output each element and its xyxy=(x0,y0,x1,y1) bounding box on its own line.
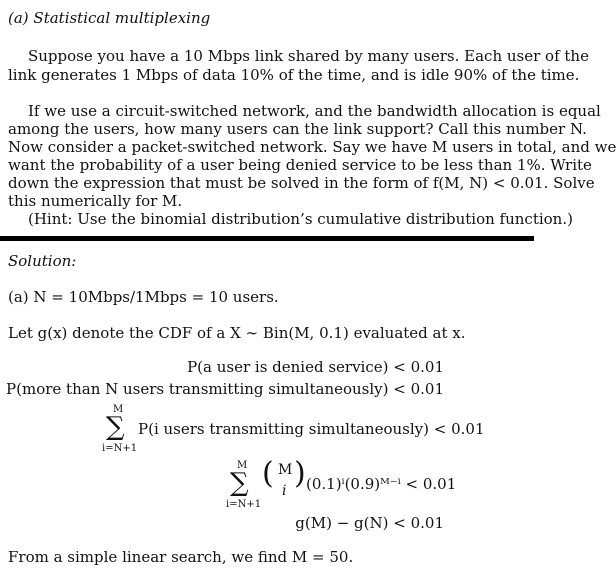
summation-symbol-1: ∑ xyxy=(106,412,125,442)
cdf-definition: Let g(x) denote the CDF of a X ∼ Bin(M, 0.1) evaluated at x. xyxy=(8,324,466,342)
sum-upper-limit-2: M xyxy=(237,460,248,471)
hint-text: (Hint: Use the binomial distribution’s cumulative distribution function.) xyxy=(28,210,573,228)
paragraph-2-line-3: Now consider a packet-switched network. Say we have M users in total, and we xyxy=(8,138,616,156)
paragraph-2-line-2: among the users, how many users can the link support? Call this number N. xyxy=(8,120,587,138)
equation-2: P(more than N users transmitting simultaneously) < 0.01 xyxy=(6,380,444,398)
sum-lower-limit-1: i=N+1 xyxy=(102,443,138,454)
equation-3: P(i users transmitting simultaneously) < 0.01 xyxy=(138,420,485,438)
paragraph-1-line-2: link generates 1 Mbps of data 10% of the time, and is idle 90% of the time. xyxy=(8,66,580,84)
sum-upper-limit-1: M xyxy=(113,404,124,415)
binomial-top: M xyxy=(278,462,293,478)
solution-label: Solution: xyxy=(8,252,77,270)
equation-4: (0.1)ⁱ(0.9)ᴹ⁻ⁱ < 0.01 xyxy=(306,475,457,493)
paragraph-1-line-1: Suppose you have a 10 Mbps link shared by many users. Each user of the xyxy=(28,47,589,65)
binomial-bottom: i xyxy=(282,483,287,499)
conclusion-text: From a simple linear search, we find M = 50. xyxy=(8,548,354,566)
section-divider xyxy=(0,236,534,241)
paragraph-2-line-5: down the expression that must be solved in the form of f(M, N) < 0.01. Solve xyxy=(8,174,595,192)
solution-part-a: (a) N = 10Mbps/1Mbps = 10 users. xyxy=(8,288,279,306)
summation-symbol-2: ∑ xyxy=(230,468,249,498)
paragraph-2-line-1: If we use a circuit-switched network, and the bandwidth allocation is equal xyxy=(28,102,601,120)
sum-lower-limit-2: i=N+1 xyxy=(226,499,262,510)
equation-5: g(M) − g(N) < 0.01 xyxy=(295,514,444,532)
paragraph-2-line-6: this numerically for M. xyxy=(8,192,183,210)
binomial-left-paren: ( xyxy=(262,456,274,491)
problem-heading: (a) Statistical multiplexing xyxy=(8,9,211,27)
binomial-right-paren: ) xyxy=(294,456,306,491)
paragraph-2-line-4: want the probability of a user being denied service to be less than 1%. Write xyxy=(8,156,592,174)
equation-1: P(a user is denied service) < 0.01 xyxy=(187,358,444,376)
